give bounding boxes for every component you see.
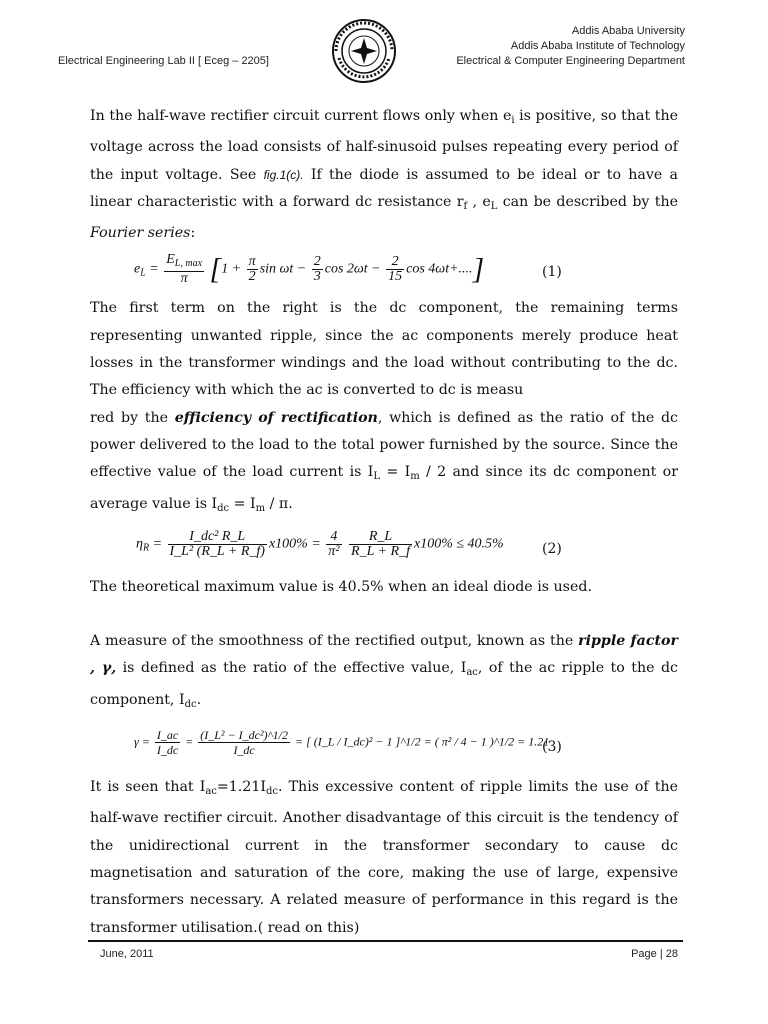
paragraph-ripple-terms: The first term on the right is the dc component, the remaining terms representing unwanted ripple, since the ac components merely produce heat losses in the transformer windings and the load without contributing to the dc. The efficiency with which the ac is converted to dc is measu xyxy=(90,300,678,399)
header-institution xyxy=(456,24,685,69)
header-university: Addis Ababa University xyxy=(571,25,685,37)
paragraph-ripple-factor: A measure of the smoothness of the rectified output, known as the ripple factor , γ, is defined as the ratio of the effective value, $I_{ac}$, of the ac ripple to the dc component, $I_{dc}$. xyxy=(90,633,678,710)
term-efficiency: efficiency of rectification xyxy=(174,409,378,426)
equation-number: (2) xyxy=(542,540,562,557)
university-seal-icon xyxy=(331,18,397,84)
paragraph-max-efficiency: The theoretical maximum value is 40.5% when an ideal diode is used. xyxy=(90,578,592,595)
header-institute: Addis Ababa Institute of Technology xyxy=(510,40,685,52)
term-ripple-factor: ripple factor , γ, xyxy=(90,633,678,677)
paragraph-disadvantages: It is seen that $I_{ac}=1.21I_{dc}$. This excessive content of ripple limits the use of the half-wave rectifier circuit. Another disadvantage of this circuit is the tendency of the unidirectional current in the transformer secondary to cause dc magnetisation and saturation of the core, making the use of large, expensive transformers necessary. A related measure of performance in this regard is the transformer utilisation.( read on this) xyxy=(90,779,678,936)
paragraph-efficiency: red by the efficiency of rectification, which is defined as the ratio of the dc power delivered to the load to the total power furnished by the source. Since the effective value of the load current is $I_L = I_m / 2$ and since its dc component or average value is $I_{dc} = I_m / \pi$. xyxy=(90,409,678,514)
header-department: Electrical & Computer Engineering Department xyxy=(456,55,685,67)
equation-2: $\eta_R$ = $\frac{\text{I\_dc² R\_L}}{\text{I\_L² (R\_L + R\_f)}}$ x100% = $\frac{4}{\text{π²}}$ $\frac{R\_L}{R\_L + R\_f}$ x100% ≤ 40.5% (2) xyxy=(90,522,678,574)
equation-3: γ = $\frac{I\_ac}{I\_dc}$ = $\frac{\text{(I\_L² − I\_dc²)\textasciicircum{}1/2}}{I\_dc}$ = [ (I_L / I_dc)² − 1 ]^1/2 = ( π² / 4 − 1 )^1/2 = 1.21 (3) xyxy=(90,718,678,774)
figure-reference: fig.1(c). xyxy=(263,167,304,182)
header-course-title: Electrical Engineering Lab II [ Eceg – 2205] xyxy=(58,55,269,67)
footer-page-number: Page | 28 xyxy=(631,948,678,960)
document-body xyxy=(90,103,678,942)
footer-date: June, 2011 xyxy=(100,948,154,960)
equation-1: $e_L$ = $\frac{E_{L, max}}{\pi}$ [1 + $\frac{\pi}{2}$ sin ωt − $\frac{2}{3}$ cos 2ωt − $\frac{2}{15}$ cos 4ωt+....] (1) xyxy=(134,252,562,287)
paragraph-intro: In the half-wave rectifier circuit current flows only when $e_i$ is positive, so that the voltage across the load consists of half-sinusoid pulses repeating every period of the input voltage. See fig.1(c). If the diode is assumed to be ideal or to have a linear characteristic with a forward dc resistance $r_f$ , $e_L$ can be described by the Fourier series: xyxy=(90,108,678,242)
footer-divider xyxy=(88,940,683,942)
equation-number: (3) xyxy=(542,739,562,756)
equation-number: (1) xyxy=(542,264,562,281)
